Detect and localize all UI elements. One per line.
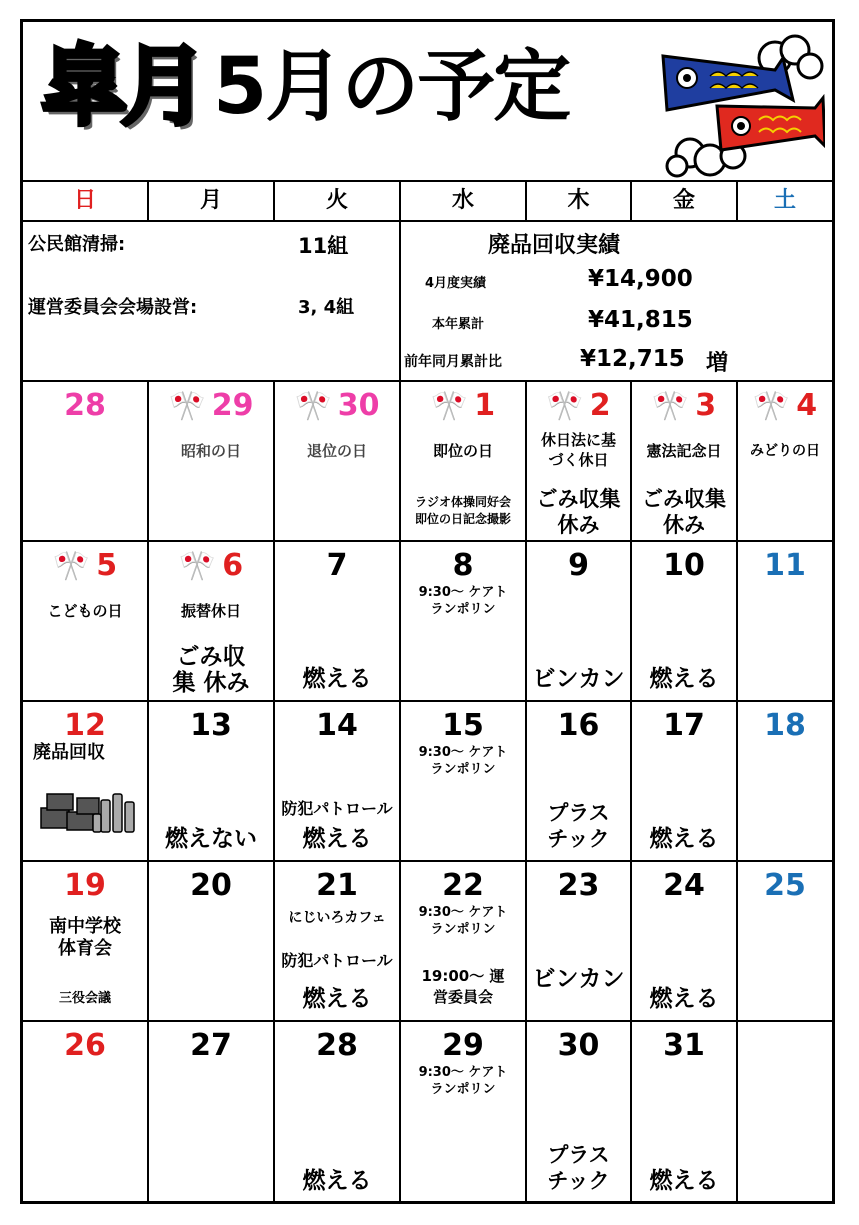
day-cell [23,862,147,1020]
event-text: 9:30～ ケアトランポリン [418,1065,508,1097]
day-cell [149,1022,273,1202]
flag-icon: 🎌 [178,549,217,584]
day-cell [149,862,273,1020]
day-number: 10 [663,548,705,583]
holiday-label: 即位の日 [432,442,493,460]
recycle-row1-label: 4月度実績 [425,276,487,291]
garbage-label: 燃える [302,826,372,852]
event-text: 南中学校 体育会 [49,916,121,959]
day-number: 18 [764,708,806,743]
day-cell [738,702,832,860]
day-number: 15 [442,708,484,743]
day-number: 28 [64,388,106,423]
day-cell [401,382,525,540]
day-cell [149,542,273,700]
day-cell [527,542,630,700]
garbage-label: プラス チック [547,801,610,851]
day-number: 17 [663,708,705,743]
day-number: 30 [557,1028,600,1063]
weekday-tue: 火 [325,188,348,213]
garbage-label: プラス チック [547,1143,610,1193]
garbage-label: ごみ収集 休み [642,487,726,537]
day-cell [738,1022,832,1202]
holiday-label: 昭和の日 [180,442,241,460]
day-number: 14 [316,708,358,743]
day-number: 20 [190,868,232,903]
recycle-row3-note: 増 [706,351,729,376]
flag-icon: 🎌 [430,389,469,424]
garbage-label: 燃える [649,666,719,692]
holiday-label: こどもの日 [47,602,123,620]
day-cell [738,862,832,1020]
garbage-label: ビンカン [532,966,625,992]
weekday-mon: 月 [199,188,222,213]
day-number: 11 [764,548,806,583]
meeting-label: 三役会議 [58,991,111,1006]
day-number: 2 [589,388,611,423]
day-number: 19 [64,868,106,903]
day-number: 26 [64,1028,106,1063]
flag-icon: 🎌 [168,389,206,424]
koinobori-icon [655,28,825,178]
day-number: 6 [222,548,244,583]
header [23,22,832,180]
recycle-row2-value: ¥41,815 [588,307,693,333]
day-number: 22 [442,868,484,903]
setup-value: 3, 4組 [298,297,355,318]
day-cell [632,702,736,860]
recycle-row3-label: 前年同月累計比 [404,354,502,370]
recycle-row2-label: 本年累計 [432,317,485,332]
day-cell [275,542,399,700]
day-number: 9 [568,548,589,583]
garbage-label: 燃える [649,826,719,852]
recycle-row1-value: ¥14,900 [588,266,693,292]
garbage-label: ごみ収集 休み [172,644,250,696]
day-cell [632,542,736,700]
day-cell [275,702,399,860]
meeting-label: 19:00～ 運営委員会 [421,967,505,1006]
day-number: 13 [190,708,232,743]
garbage-label: ごみ収集 休み [536,487,621,537]
weekday-thu: 木 [567,188,590,213]
holiday-label: 振替休日 [180,602,241,620]
garbage-label: 燃える [649,1168,719,1194]
holiday-label: 休日法に基づく休日 [540,431,616,469]
patrol-label: 防犯パトロール [281,951,393,970]
day-number: 28 [316,1028,358,1063]
event-text: にじいろカフェ [288,910,386,926]
weekday-wed: 水 [451,188,474,213]
day-number: 24 [663,868,705,903]
day-number: 30 [337,388,380,423]
day-number: 16 [557,708,600,743]
flag-icon: 🎌 [294,389,332,424]
garbage-label: 燃える [649,986,719,1012]
event-text: 9:30～ ケアトランポリン [418,745,508,777]
recycle-title: 廃品回収実績 [488,233,621,258]
day-cell [23,542,147,700]
cleaning-label: 公民館清掃: [28,234,126,255]
day-number: 29 [211,388,254,423]
event-text: ラジオ体操同好会 即位の日記念撮影 [415,495,512,526]
day-cell [23,702,147,860]
garbage-label: 燃える [302,666,372,692]
day-cell [401,1022,525,1202]
flag-icon: 🎌 [546,389,584,424]
day-cell [738,542,832,700]
day-cell [275,862,399,1020]
cleaning-value: 11組 [298,234,349,258]
holiday-label: みどりの日 [750,443,820,459]
garbage-label: 燃えない [165,826,257,852]
event-text: 廃品回収 [33,742,105,763]
weekday-sun: 日 [73,188,96,213]
day-cell [527,862,630,1020]
day-cell [149,702,273,860]
day-number: 1 [474,388,496,423]
day-number: 25 [764,868,806,903]
garbage-label: 燃える [302,1168,372,1194]
flag-icon: 🎌 [52,549,91,584]
event-text: 9:30～ ケアトランポリン [418,585,508,617]
day-number: 7 [326,548,348,583]
day-cell [23,1022,147,1202]
day-cell [527,702,630,860]
holiday-label: 憲法記念日 [646,442,722,460]
day-cell [149,382,273,540]
day-cell [527,1022,630,1202]
day-number: 31 [663,1028,705,1063]
event-text: 9:30～ ケアトランポリン [418,905,508,937]
day-number: 12 [64,708,106,743]
garbage-label: ビンカン [532,666,625,692]
divider [23,220,832,222]
day-number: 21 [316,868,358,903]
day-number: 3 [695,388,717,423]
day-cell [275,1022,399,1202]
weekday-fri: 金 [672,188,695,213]
day-cell [401,702,525,860]
day-cell [738,382,832,540]
day-number: 29 [442,1028,484,1063]
recycling-goods-icon [37,778,137,838]
holiday-label: 退位の日 [306,442,367,460]
flag-icon: 🎌 [752,389,791,424]
day-cell [23,382,147,540]
day-cell [401,862,525,1020]
day-cell [401,542,525,700]
day-number: 23 [557,868,600,903]
setup-label: 運営委員会会場設営: [28,297,198,318]
day-cell [632,1022,736,1202]
recycle-row3-value: ¥12,715 [580,346,685,372]
day-cell [632,862,736,1020]
day-cell [275,382,399,540]
day-number: 4 [796,388,818,423]
garbage-label: 燃える [302,986,372,1012]
weekday-sat: 土 [773,188,796,213]
patrol-label: 防犯パトロール [281,799,393,818]
title-kanji: 皐月 [41,36,201,137]
day-number: 27 [190,1028,232,1063]
day-cell [632,382,736,540]
day-cell [527,382,630,540]
flag-icon: 🎌 [651,389,690,424]
day-number: 8 [452,548,474,583]
day-number: 5 [96,548,118,583]
page-title: 5月の予定 [213,42,570,132]
